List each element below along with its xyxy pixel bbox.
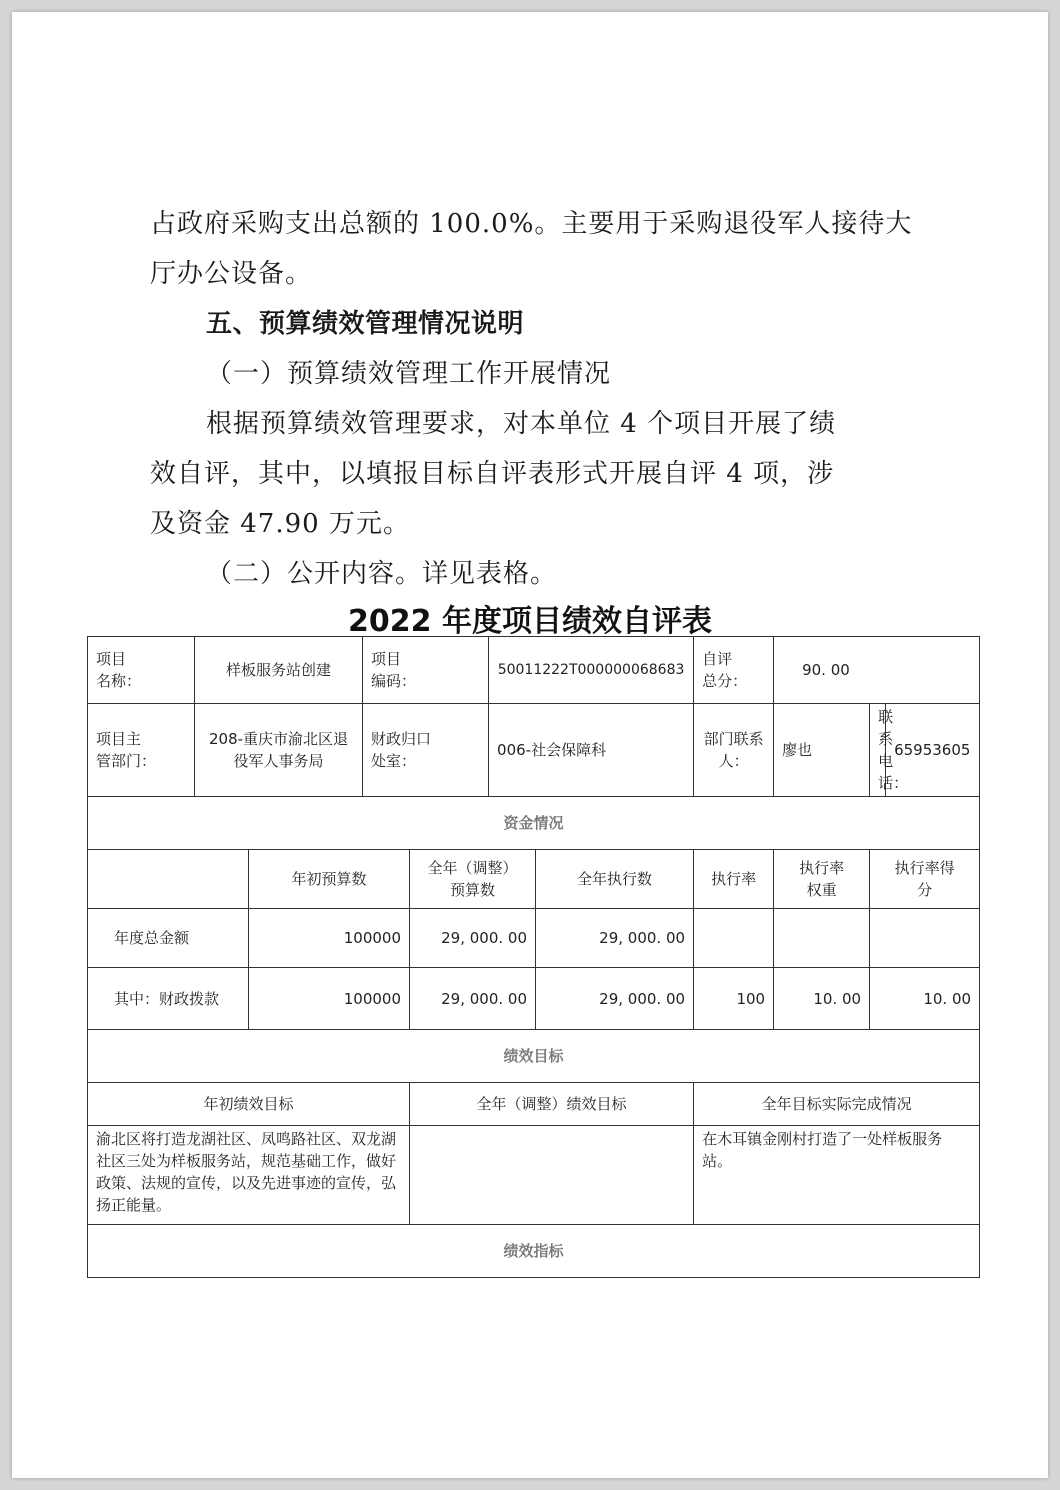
funds-total-rate: [694, 909, 774, 968]
funds-header-initial: 年初预算数: [249, 850, 410, 909]
paragraph-procurement-1: 占政府采购支出总额的 100.0%。主要用于采购退役军人接待大: [150, 209, 913, 239]
project-code-label: 项目 编码：: [363, 637, 489, 704]
goals-content-row: [88, 1126, 980, 1225]
contact-value: 廖也: [774, 704, 870, 797]
section-heading-5: 五、预算绩效管理情况说明: [206, 309, 525, 339]
indicators-section-row: [88, 1225, 980, 1278]
dept-value: 208-重庆市渝北区退役军人事务局: [195, 704, 363, 797]
funds-total-score: [870, 909, 980, 968]
goals-adjusted-text: [410, 1126, 694, 1225]
contact-label: 部门联系 人：: [694, 704, 774, 797]
info-row-2: [88, 704, 980, 797]
funds-total-weight: [774, 909, 870, 968]
funds-header-executed: 全年执行数: [536, 850, 694, 909]
paragraph-procurement-2: 厅办公设备。: [150, 259, 313, 289]
funds-header-rate: 执行率: [694, 850, 774, 909]
paragraph-evaluation-3: 及资金 47.90 万元。: [150, 509, 410, 539]
funds-fiscal-executed: 29, 000. 00: [536, 968, 694, 1030]
funds-row-fiscal: [88, 968, 980, 1030]
self-score-value: 90. 00: [774, 637, 980, 704]
goals-header-adjusted: 全年（调整）绩效目标: [410, 1083, 694, 1126]
self-evaluation-table: [87, 636, 980, 1278]
funds-total-executed: 29, 000. 00: [536, 909, 694, 968]
funds-total-adjusted: 29, 000. 00: [410, 909, 536, 968]
funds-fiscal-weight: 10. 00: [774, 968, 870, 1030]
goals-actual-text: 在木耳镇金刚村打造了一处样板服务站。: [694, 1126, 980, 1225]
phone-label: 联系 电话：: [870, 704, 886, 797]
goals-header-row: [88, 1083, 980, 1126]
funds-fiscal-initial: 100000: [249, 968, 410, 1030]
funds-section-row: [88, 797, 980, 850]
goals-initial-text: 渝北区将打造龙湖社区、凤鸣路社区、双龙湖社区三处为样板服务站，规范基础工作，做好政策、法规的宣传，以及先进事迹的宣传，弘扬正能量。: [88, 1126, 410, 1225]
funds-header-row: [88, 850, 980, 909]
funds-row-total: [88, 909, 980, 968]
funds-header-score: 执行率得 分: [870, 850, 980, 909]
funds-total-initial: 100000: [249, 909, 410, 968]
subsection-heading-1: （一）预算绩效管理工作开展情况: [206, 359, 612, 389]
goals-header-actual: 全年目标实际完成情况: [694, 1083, 980, 1126]
subsection-heading-2: （二）公开内容。详见表格。: [206, 559, 558, 589]
project-name-label: 项目 名称：: [88, 637, 195, 704]
project-code-value: 50011222T000000068683: [489, 637, 694, 704]
funds-fiscal-rate: 100: [694, 968, 774, 1030]
goals-section-row: [88, 1030, 980, 1083]
table-title: 2022 年度项目绩效自评表: [348, 604, 712, 639]
finance-office-value: 006-社会保障科: [489, 704, 694, 797]
self-score-label: 自评 总分：: [694, 637, 774, 704]
goals-header-initial: 年初绩效目标: [88, 1083, 410, 1126]
indicators-section-header: 绩效指标: [88, 1225, 980, 1278]
goals-section-header: 绩效目标: [88, 1030, 980, 1083]
dept-label: 项目主 管部门：: [88, 704, 195, 797]
project-name-value: 样板服务站创建: [195, 637, 363, 704]
paragraph-evaluation-1: 根据预算绩效管理要求，对本单位 4 个项目开展了绩: [206, 409, 837, 439]
funds-fiscal-score: 10. 00: [870, 968, 980, 1030]
funds-fiscal-adjusted: 29, 000. 00: [410, 968, 536, 1030]
info-row-1: [88, 637, 980, 704]
finance-office-label: 财政归口 处室：: [363, 704, 489, 797]
funds-total-label: 年度总金额: [88, 909, 249, 968]
funds-header-blank: [88, 850, 249, 909]
phone-value: 65953605: [886, 704, 980, 797]
funds-header-adjusted: 全年（调整） 预算数: [410, 850, 536, 909]
funds-section-header: 资金情况: [88, 797, 980, 850]
funds-header-weight: 执行率 权重: [774, 850, 870, 909]
paragraph-evaluation-2: 效自评，其中，以填报目标自评表形式开展自评 4 项，涉: [150, 459, 835, 489]
funds-fiscal-label: 其中：财政拨款: [88, 968, 249, 1030]
